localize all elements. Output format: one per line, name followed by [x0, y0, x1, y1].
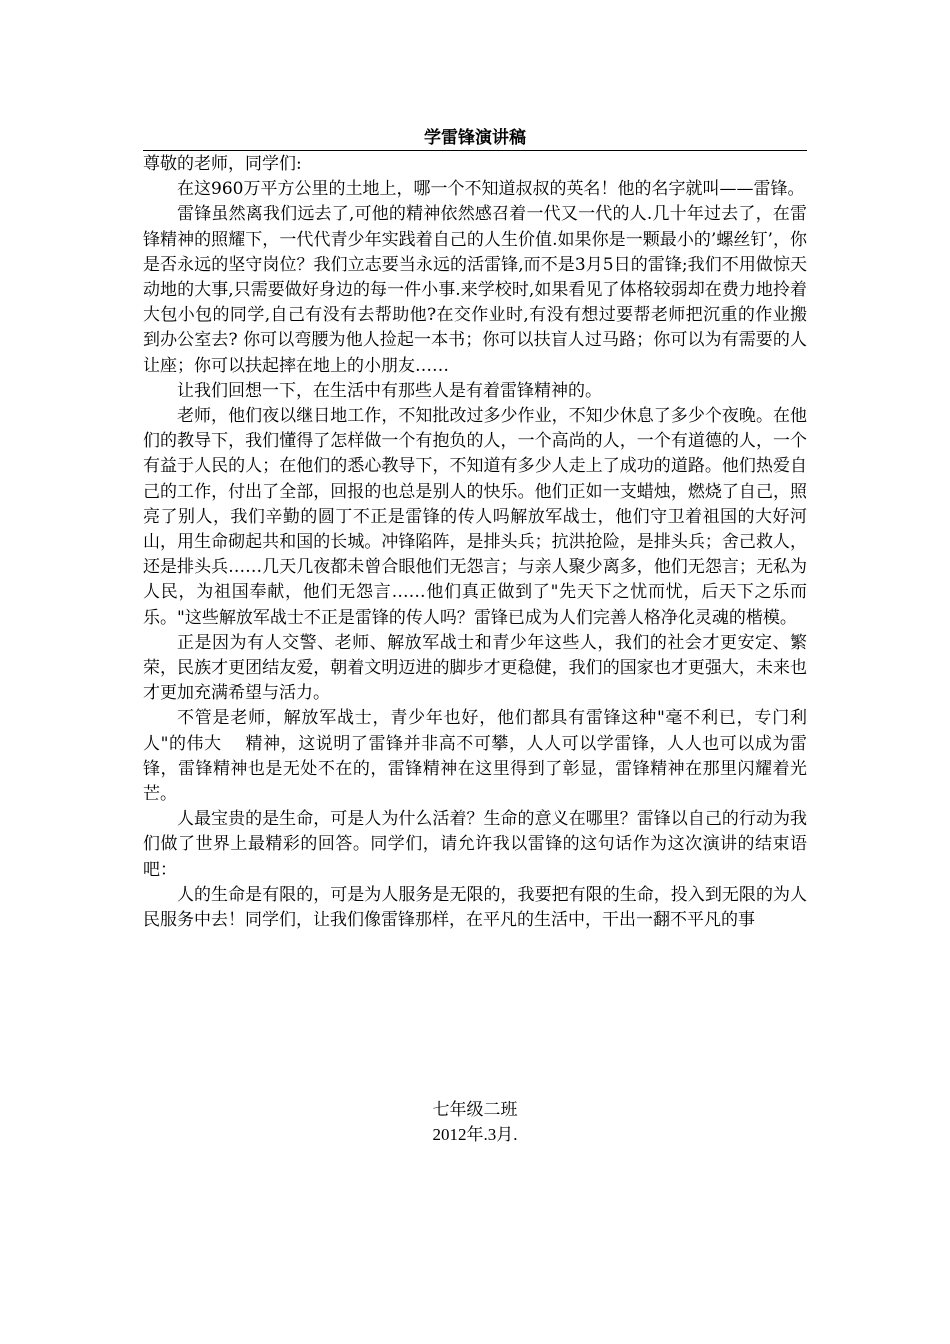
paragraph-teachers-soldiers: 老师，他们夜以继日地工作，不知批改过多少作业，不知少休息了多少个夜晚。在他们的教导下，我们懂得了怎样做一个有抱负的人，一个高尚的人，一个有道德的人，一个有益于人民的人；在他们的悉心教导下，不知道有多少人走上了成功的道路。他们热爱自己的工作，付出了全部，回报的也总是别人的快乐。他们正如一支蜡烛，燃烧了自己，照亮了别人，我们辛勤的圆丁不正是雷锋的传人吗解放军战士，他们守卫着祖国的大好河山，用生命砌起共和国的长城。冲锋陷阵，是排头兵；抗洪抢险，是排头兵；舍己救人，还是排头兵……几天几夜都未曾合眼他们无怨言；与亲人聚少离多，他们无怨言；无私为人民，为祖国奉献，他们无怨言……他们真正做到了"先天下之忧而忧，后天下之乐而乐。"这些解放军战士不正是雷锋的传人吗？雷锋已成为人们完善人格净化灵魂的楷模。 — [143, 406, 807, 628]
paragraph-society: 正是因为有人交警、老师、解放军战士和青少年这些人，我们的社会才更安定、繁荣，民族才更团结友爱，朝着文明迈进的脚步才更稳健，我们的国家也才更强大，未来也才更加充满希望与活力。 — [143, 632, 807, 704]
paragraph-recall: 让我们回想一下，在生活中有那些人是有着雷锋精神的。 — [177, 380, 602, 401]
paragraph-everyone: 不管是老师，解放军战士，青少年也好，他们都具有雷锋这种"毫不利已，专门利人"的伟大 精神，这说明了雷锋并非高不可攀，人人可以学雷锋，人人也可以成为雷锋，雷锋精神也是无处不在的，雷锋精神在这里得到了彰显，雷锋精神在那里闪耀着光芒。 — [143, 708, 807, 805]
paragraph-meaning-of-life: 人最宝贵的是生命，可是人为什么活着？生命的意义在哪里？雷锋以自己的行动为我们做了世界上最精彩的回答。同学们，请允许我以雷锋的这句话作为这次演讲的结束语吧： — [143, 809, 807, 880]
signature-block — [143, 1097, 807, 1147]
document-body — [143, 152, 807, 933]
signature-date: 2012年.3月. — [432, 1125, 518, 1144]
paragraph-conclusion: 人的生命是有限的，可是为人服务是无限的，我要把有限的生命，投入到无限的为人民服务中去！同学们，让我们像雷锋那样，在平凡的生活中，干出一翻不平凡的事 — [143, 884, 807, 931]
document-title: 学雷锋演讲稿 — [424, 128, 526, 148]
signature-class: 七年级二班 — [432, 1100, 518, 1119]
title-underline — [143, 150, 807, 151]
salutation: 尊敬的老师，同学们: — [143, 154, 302, 174]
paragraph-spirit: 雷锋虽然离我们远去了,可他的精神依然感召着一代又一代的人.几十年过去了，在雷锋精神的照耀下，一代代青少年实践着自己的人生价值.如果你是一颗最小的’螺丝钉’，你是否永远的坚守岗位？我们立志要当永远的活雷锋,而不是3月5日的雷锋;我们不用做惊天动地的大事,只需要做好身边的每一件小事.来学校时,如果看见了体格较弱却在费力地拎着大包小包的同学,自己有没有去帮助他?在交作业时,有没有想过要帮老师把沉重的作业搬到办公室去? 你可以弯腰为他人捡起一本书；你可以扶盲人过马路；你可以为有需要的人让座；你可以扶起摔在地上的小朋友…… — [143, 204, 807, 376]
paragraph-intro: 在这960万平方公里的土地上，哪一个不知道叔叔的英名！他的名字就叫——雷锋。 — [177, 179, 805, 200]
